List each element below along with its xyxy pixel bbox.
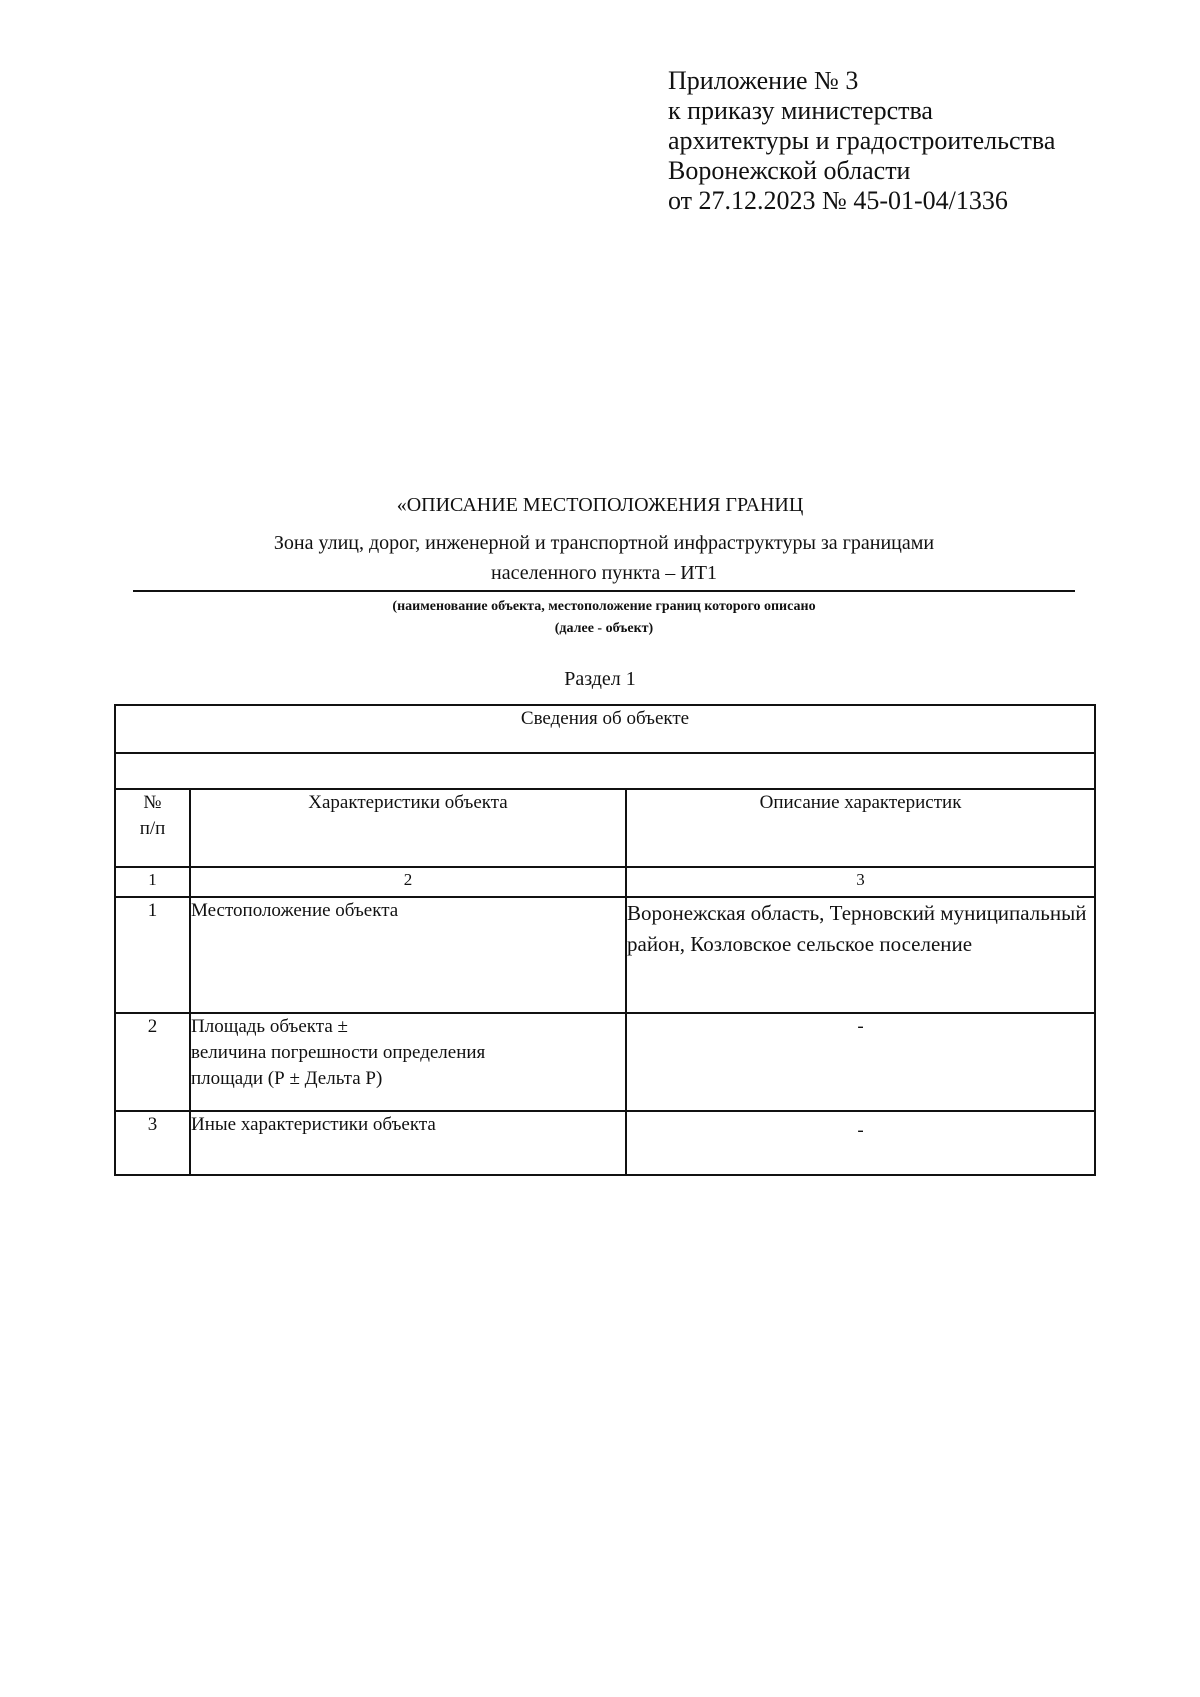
table-title: Сведения об объекте (115, 705, 1095, 753)
object-caption-line: (далее - объект) (554, 621, 654, 636)
row-description: - (626, 1111, 1095, 1175)
appendix-line: к приказу министерства (668, 96, 933, 125)
section-label: Раздел 1 (564, 668, 636, 690)
appendix-line: архитектуры и градостроительства (668, 126, 1056, 155)
object-caption (133, 596, 1075, 640)
object-name-line: Зона улиц, дорог, инженерной и транспортной инфраструктуры за границами (273, 532, 935, 554)
row-number: 3 (115, 1111, 190, 1175)
row-description: Воронежская область, Терновский муниципальный район, Козловское сельское поселение (626, 897, 1095, 1013)
row-characteristic-line: Площадь объекта ± (191, 1016, 348, 1037)
object-name-line: населенного пункта – ИТ1 (491, 562, 717, 584)
object-info-table (114, 704, 1096, 1176)
document-title: «ОПИСАНИЕ МЕСТОПОЛОЖЕНИЯ ГРАНИЦ (396, 494, 804, 516)
table-blank-row (115, 753, 1095, 789)
column-header-description: Описание характеристик (626, 789, 1095, 867)
object-name (133, 528, 1075, 588)
appendix-line: Воронежской области (668, 156, 911, 185)
column-header-characteristics: Характеристики объекта (190, 789, 626, 867)
column-header-number-line: п/п (139, 818, 166, 839)
table-title-row (115, 705, 1095, 753)
row-characteristic-line: величина погрешности определения (191, 1042, 486, 1063)
table-index-row (115, 867, 1095, 897)
row-characteristic-line: площади (Р ± Дельта Р) (191, 1068, 383, 1089)
table-row (115, 1013, 1095, 1111)
row-characteristic: Иные характеристики объекта (190, 1111, 626, 1175)
appendix-line: Приложение № 3 (668, 66, 859, 95)
object-name-underline (133, 590, 1075, 592)
row-number: 2 (115, 1013, 190, 1111)
row-characteristic: Местоположение объекта (190, 897, 626, 1013)
appendix-line: от 27.12.2023 № 45-01-04/1336 (668, 186, 1008, 215)
column-index: 3 (626, 867, 1095, 897)
row-characteristic (190, 1013, 626, 1111)
column-header-number-line: № (143, 792, 162, 813)
table-row (115, 897, 1095, 1013)
row-description: - (626, 1013, 1095, 1111)
column-index: 2 (190, 867, 626, 897)
row-number: 1 (115, 897, 190, 1013)
column-index: 1 (115, 867, 190, 897)
object-caption-line: (наименование объекта, местоположение границ которого описано (392, 599, 816, 614)
table-header-row (115, 789, 1095, 867)
table-row (115, 1111, 1095, 1175)
appendix-header (668, 66, 1055, 216)
table-blank-cell (115, 753, 1095, 789)
column-header-number (115, 789, 190, 867)
